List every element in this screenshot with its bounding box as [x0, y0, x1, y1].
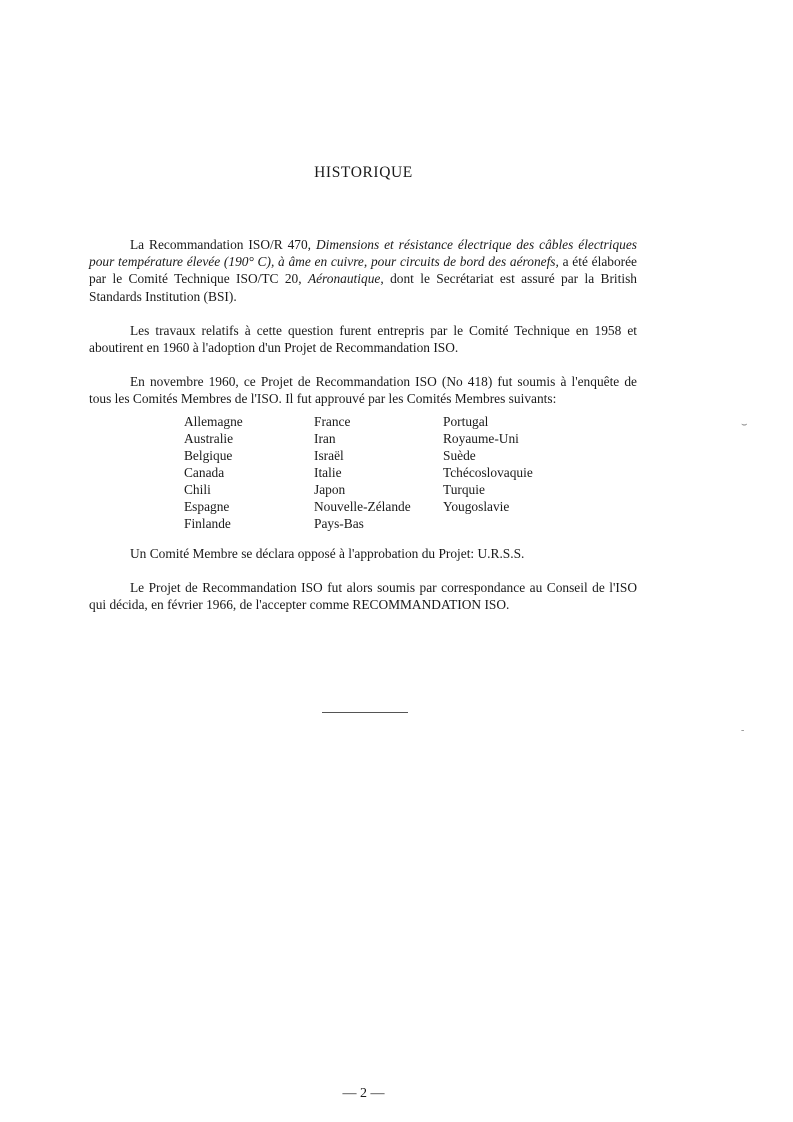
- paragraph-opposition: Un Comité Membre se déclara opposé à l'approbation du Projet: U.R.S.S.: [130, 545, 525, 561]
- country-name: Belgique: [184, 447, 233, 463]
- scan-margin-mark: ⌣: [741, 419, 748, 430]
- country-name: Australie: [184, 430, 234, 446]
- country-name: Royaume-Uni: [443, 430, 519, 446]
- country-name: Espagne: [184, 498, 230, 514]
- paragraph-origin-intro: La Recommandation ISO/R 470,: [130, 237, 316, 252]
- country-name: Israël: [314, 447, 344, 463]
- country-name: Portugal: [443, 413, 489, 429]
- country-name: Allemagne: [184, 413, 243, 429]
- country-name: Suède: [443, 447, 476, 463]
- country-name: Pays-Bas: [314, 515, 364, 531]
- document-body: [89, 236, 637, 630]
- recommendation-title: Dimensions et résistance électrique des câbles électriques pour température élevée (190° C), à âme en cuivre, pour circuits de bord des aéronefs,: [89, 237, 637, 270]
- committee-name: Aéronautique: [307, 271, 381, 287]
- paragraph-origin-committee: a été élaborée par le Comité Technique ISO/TC 20,: [89, 254, 637, 287]
- paragraph-acceptance: Le Projet de Recommandation ISO fut alors soumis par correspondance au Conseil de l'ISO qui décida, en février 1966, de l'accepter comme RECOMMANDATION ISO.: [89, 579, 637, 613]
- scan-margin-mark: ‐: [741, 725, 745, 736]
- paragraph-origin-secretariat: , dont le Secrétariat est assuré par la British Standards Institution (BSI).: [89, 271, 637, 304]
- paragraph-work-history: Les travaux relatifs à cette question furent entrepris par le Comité Technique en 1958 et aboutirent en 1960 à l'adoption d'un Projet de Recommandation ISO.: [89, 322, 637, 356]
- country-name: Yougoslavie: [443, 498, 510, 514]
- country-name: Finlande: [184, 515, 231, 531]
- country-name: France: [314, 413, 351, 429]
- approving-countries-list: [184, 413, 637, 532]
- page-number: — 2 —: [342, 1086, 385, 1101]
- country-name: Iran: [314, 430, 336, 446]
- country-name: Italie: [314, 464, 342, 480]
- countries-column-1: [184, 413, 314, 532]
- paragraph-enquiry: En novembre 1960, ce Projet de Recommandation ISO (No 418) fut soumis à l'enquête de tous les Comités Membres de l'ISO. Il fut approuvé par les Comités Membres suivants:: [89, 374, 637, 407]
- section-divider: [322, 712, 408, 713]
- country-name: Tchécoslovaquie: [443, 464, 533, 480]
- countries-column-2: [314, 413, 443, 532]
- country-name: Nouvelle-Zélande: [314, 498, 411, 514]
- country-name: Canada: [184, 464, 225, 480]
- country-name: Japon: [314, 481, 346, 497]
- paragraph-origin: [89, 236, 637, 305]
- country-name: Turquie: [443, 481, 485, 497]
- countries-column-3: [443, 413, 603, 532]
- page-title: HISTORIQUE: [314, 164, 413, 181]
- country-name: Chili: [184, 481, 211, 497]
